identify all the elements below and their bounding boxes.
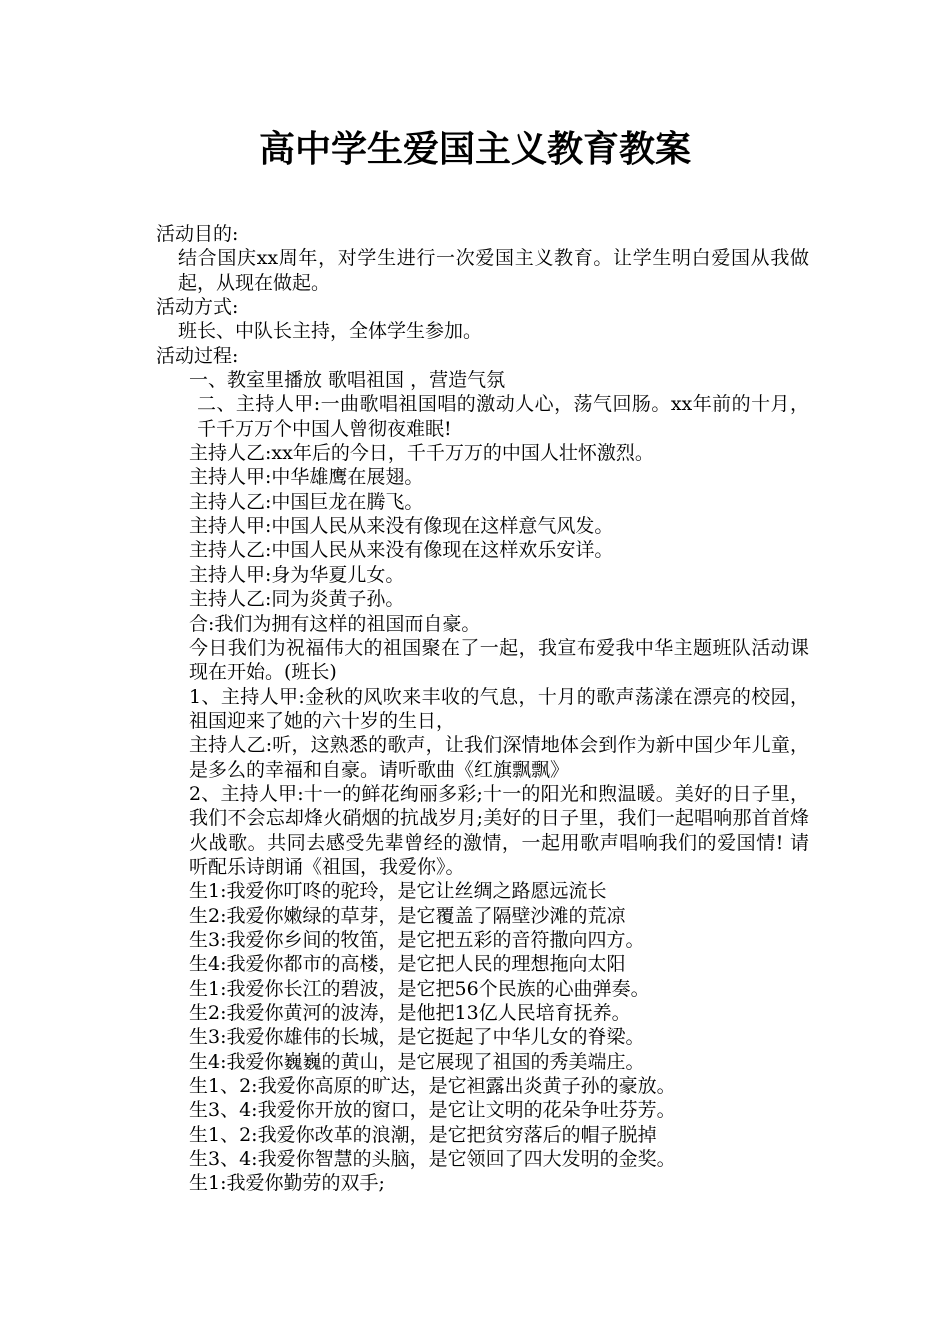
document-body [145, 222, 809, 1196]
poem-line: 生4:我爱你都市的高楼，是它把人民的理想拖向太阳 [189, 953, 626, 976]
paragraph-host-a-2: 2、主持人甲:十一的鲜花绚丽多彩;十一的阳光和煦温暖。美好的日子里，我们不会忘却烽火硝烟的抗战岁月;美好的日子里，我们一起唱响那首首烽火战歌。共同去感受先辈曾经的激情，一起用歌声唱响我们的爱国情! 请听配乐诗朗诵《祖国，我爱你》。 [189, 782, 809, 878]
poem-line: 生1、2:我爱你改革的浪潮，是它把贫穷落后的帽子脱掉 [189, 1123, 657, 1146]
dialogue-line: 主持人甲:中国人民从来没有像现在这样意气风发。 [189, 515, 614, 538]
section-heading-purpose: 活动目的: [156, 223, 239, 245]
poem-line: 生1:我爱你长江的碧波，是它把56个民族的心曲弹奏。 [189, 977, 650, 1000]
poem-line: 生3:我爱你雄伟的长城，是它挺起了中华儿女的脊梁。 [189, 1026, 645, 1049]
paragraph-host-b-1: 主持人乙:听，这熟悉的歌声，让我们深情地体会到作为新中国少年儿童，是多么的幸福和自豪。请听歌曲《红旗飘飘》 [189, 734, 809, 781]
paragraph-step-1: 一、教室里播放 歌唱祖国 ，营造气氛 [189, 369, 506, 392]
paragraph-method: 班长、中队长主持，全体学生参加。 [178, 320, 483, 343]
poem-line: 生2:我爱你黄河的波涛，是他把13亿人民培育抚养。 [189, 1002, 631, 1024]
paragraph-opening: 今日我们为祝福伟大的祖国聚在了一起，我宣布爱我中华主题班队活动课现在开始。(班长) [189, 636, 809, 684]
poem-line: 生1、2:我爱你高原的旷达，是它袒露出炎黄子孙的豪放。 [189, 1075, 676, 1098]
paragraph-purpose: 结合国庆xx周年，对学生进行一次爱国主义教育。让学生明白爱国从我做起，从现在做起。 [178, 247, 809, 294]
section-heading-process: 活动过程: [156, 344, 239, 367]
poem-line: 生3:我爱你乡间的牧笛，是它把五彩的音符撒向四方。 [189, 928, 645, 951]
dialogue-line: 合:我们为拥有这样的祖国而自豪。 [189, 612, 481, 635]
poem-line: 生2:我爱你嫩绿的草芽，是它覆盖了隔壁沙滩的荒凉 [189, 904, 626, 927]
poem-line: 生4:我爱你巍巍的黄山，是它展现了祖国的秀美端庄。 [189, 1050, 645, 1073]
dialogue-line: 主持人乙:中国巨龙在腾飞。 [189, 490, 424, 513]
dialogue-line: 主持人甲:中华雄鹰在展翅。 [189, 466, 424, 489]
poem-line: 生1:我爱你叮咚的驼玲，是它让丝绸之路愿远流长 [189, 880, 607, 903]
section-heading-method: 活动方式: [156, 296, 239, 319]
document-title: 高中学生爱国主义教育教案 [258, 129, 691, 170]
paragraph-host-a-1: 1、主持人甲:金秋的风吹来丰收的气息，十月的歌声荡漾在漂亮的校园，祖国迎来了她的六十岁的生日， [189, 685, 809, 732]
poem-line: 生3、4:我爱你智慧的头脑，是它领回了四大发明的金奖。 [189, 1148, 676, 1171]
poem-line: 生1:我爱你勤劳的双手; [189, 1172, 385, 1195]
dialogue-line: 主持人乙:xx年后的今日，千千万万的中国人壮怀激烈。 [189, 442, 654, 465]
dialogue-line: 主持人甲:身为华夏儿女。 [189, 563, 405, 586]
dialogue-line: 主持人乙:同为炎黄子孙。 [189, 588, 405, 611]
paragraph-step-2: 二、主持人甲:一曲歌唱祖国唱的激动人心，荡气回肠。xx年前的十月，千千万万个中国人曾彻夜难眠! [197, 393, 809, 440]
dialogue-line: 主持人乙:中国人民从来没有像现在这样欢乐安详。 [189, 539, 614, 562]
poem-line: 生3、4:我爱你开放的窗口，是它让文明的花朵争吐芬芳。 [189, 1099, 676, 1122]
